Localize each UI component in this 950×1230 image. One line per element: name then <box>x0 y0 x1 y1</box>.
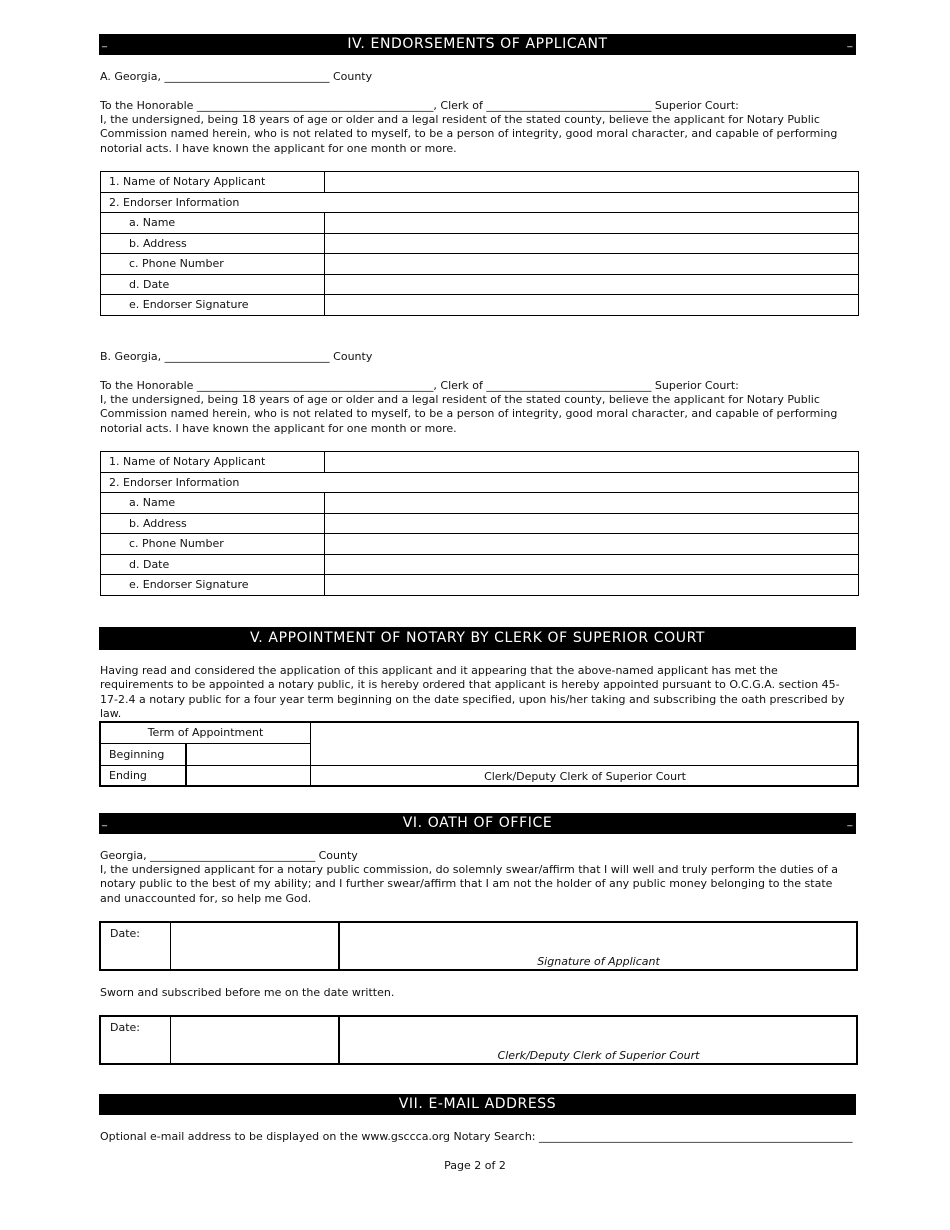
table-row <box>101 493 859 514</box>
section-iv-header <box>99 34 856 55</box>
row-label: d. Date <box>101 554 325 575</box>
row-label: c. Phone Number <box>101 254 325 275</box>
row-label: e. Endorser Signature <box>101 295 325 316</box>
section-iv-title: IV. ENDORSEMENTS OF APPLICANT <box>347 36 608 52</box>
ending-label: Ending <box>109 769 147 782</box>
table-row <box>101 534 859 555</box>
table-row <box>101 295 859 316</box>
table-row <box>101 554 859 575</box>
table-row <box>101 472 859 493</box>
section-v-title: V. APPOINTMENT OF NOTARY BY CLERK OF SUPERIOR COURT <box>249 630 706 646</box>
section-vi-header <box>99 813 856 834</box>
table-row <box>101 172 859 193</box>
clerk-oath-label: Clerk/Deputy Clerk of Superior Court <box>497 1049 700 1062</box>
beginning-label: Beginning <box>109 748 165 761</box>
page-number: Page 2 of 2 <box>444 1159 506 1172</box>
endorsement-table-b <box>100 451 859 596</box>
county-line-a: A. Georgia, ______________________________ County <box>100 70 373 83</box>
clerk-oath-box <box>99 1015 858 1065</box>
applicant-name-field[interactable] <box>325 172 859 193</box>
sworn-line: Sworn and subscribed before me on the date written. <box>100 986 395 999</box>
row-label: a. Name <box>101 213 325 234</box>
honorable-line-b: To the Honorable ___________________________________________, Clerk of ______________________________ Superior Court: <box>100 379 739 392</box>
signature-of-applicant-label: Signature of Applicant <box>537 955 660 968</box>
endorser-phone-field[interactable] <box>325 534 859 555</box>
endorser-signature-field[interactable] <box>325 575 859 596</box>
row-label: b. Address <box>101 233 325 254</box>
corner-mark: _ <box>847 37 853 48</box>
section-vi-title: VI. OATH OF OFFICE <box>402 815 553 831</box>
beginning-date-field[interactable] <box>187 744 309 764</box>
endorser-date-field[interactable] <box>325 274 859 295</box>
endorsement-table-a <box>100 171 859 316</box>
row-label: 2. Endorser Information <box>101 472 859 493</box>
oath-statement: I, the undersigned applicant for a notary public commission, do solemnly swear/affirm that I will well and truly perform the duties of a notary public to the best of my ability; and I further swear/affirm that I am not the holder of any public money belonging to the state and unaccounted for, so help me God. <box>100 863 839 905</box>
sworn-date-field[interactable] <box>172 1017 336 1063</box>
section-v-header <box>99 627 856 650</box>
row-label: c. Phone Number <box>101 534 325 555</box>
date-label: Date: <box>110 927 140 940</box>
endorser-date-field[interactable] <box>325 554 859 575</box>
applicant-name-field[interactable] <box>325 452 859 473</box>
table-row <box>101 513 859 534</box>
table-row <box>101 254 859 275</box>
row-label: 2. Endorser Information <box>101 192 859 213</box>
term-of-appointment-header: Term of Appointment <box>147 726 264 739</box>
oath-signature-box <box>99 921 858 971</box>
ending-date-field[interactable] <box>187 766 309 786</box>
clerk-label: Clerk/Deputy Clerk of Superior Court <box>484 770 686 783</box>
endorsement-statement-a: I, the undersigned, being 18 years of age or older and a legal resident of the stated county, believe the applicant for Notary Public Commission named herein, who is not related to myself, to be a person of integrity, good moral character, and capable of performing notorial acts. I have known the applicant for one month or more. <box>100 113 838 155</box>
honorable-line-a: To the Honorable ___________________________________________, Clerk of ______________________________ Superior Court: <box>100 99 739 112</box>
oath-date-field[interactable] <box>172 923 336 969</box>
endorsement-statement-b: I, the undersigned, being 18 years of age or older and a legal resident of the stated county, believe the applicant for Notary Public Commission named herein, who is not related to myself, to be a person of integrity, good moral character, and capable of performing notorial acts. I have known the applicant for one month or more. <box>100 393 838 435</box>
table-row <box>101 452 859 473</box>
row-label: d. Date <box>101 274 325 295</box>
row-label: 1. Name of Notary Applicant <box>101 172 325 193</box>
row-label: a. Name <box>101 493 325 514</box>
corner-mark: _ <box>102 37 108 48</box>
table-row <box>101 192 859 213</box>
date-label: Date: <box>110 1021 140 1034</box>
table-row <box>101 575 859 596</box>
appointment-statement: Having read and considered the application of this applicant and it appearing that the above-named applicant has met the requirements to be appointed a notary public, it is hereby ordered that applicant is hereby appointed pursuant to O.C.G.A. section 45-17-2.4 a notary public for a four year term beginning on the date specified, upon his/her taking and subscribing the oath prescribed by law. <box>100 664 845 720</box>
email-line: Optional e-mail address to be displayed on the www.gsccca.org Notary Search: _________________________________________________________ <box>100 1130 853 1143</box>
endorser-address-field[interactable] <box>325 513 859 534</box>
table-row <box>101 274 859 295</box>
section-vii-header <box>99 1094 856 1115</box>
oath-county-line: Georgia, ______________________________ County <box>100 849 358 862</box>
endorser-address-field[interactable] <box>325 233 859 254</box>
endorser-name-field[interactable] <box>325 493 859 514</box>
row-label: b. Address <box>101 513 325 534</box>
endorser-signature-field[interactable] <box>325 295 859 316</box>
endorser-phone-field[interactable] <box>325 254 859 275</box>
row-label: 1. Name of Notary Applicant <box>101 452 325 473</box>
row-label: e. Endorser Signature <box>101 575 325 596</box>
endorser-name-field[interactable] <box>325 213 859 234</box>
corner-mark: _ <box>102 816 108 827</box>
county-line-b: B. Georgia, ______________________________ County <box>100 350 373 363</box>
table-row <box>101 213 859 234</box>
appointment-box <box>99 721 859 787</box>
clerk-signature-field[interactable] <box>312 723 858 764</box>
section-vii-title: VII. E-MAIL ADDRESS <box>398 1096 557 1112</box>
corner-mark: _ <box>847 816 853 827</box>
table-row <box>101 233 859 254</box>
